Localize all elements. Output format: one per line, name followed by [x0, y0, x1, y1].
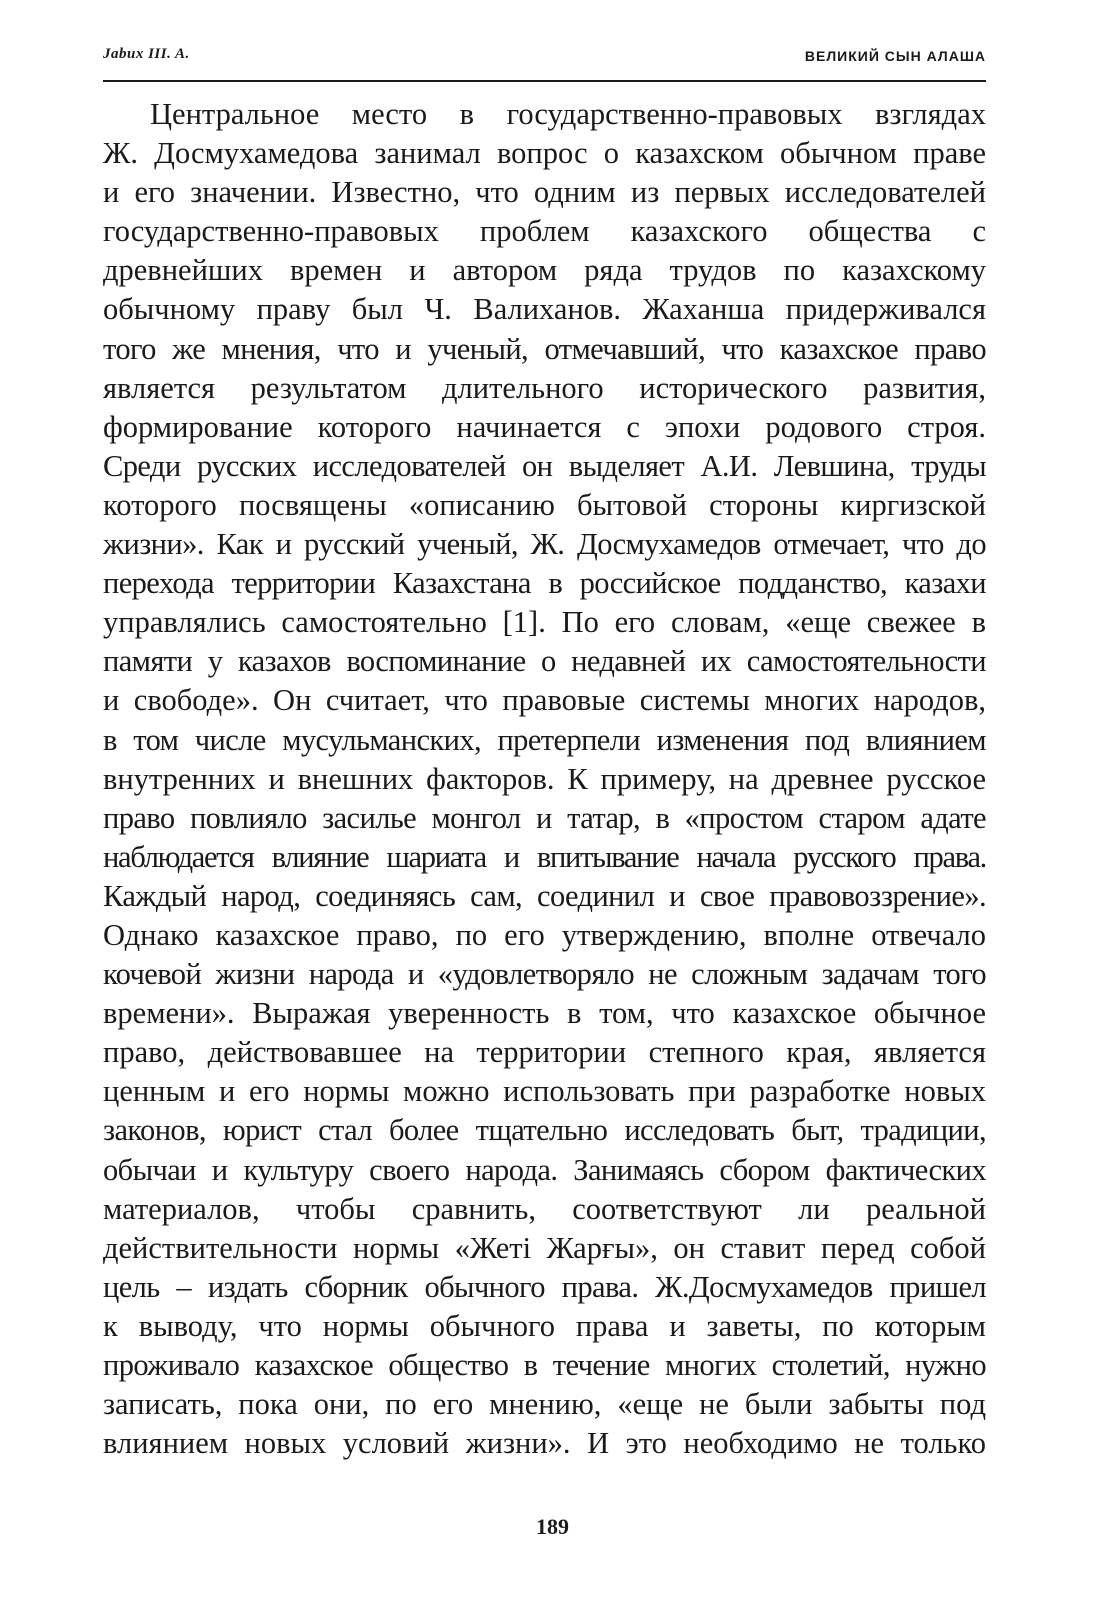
- text-line: древнейших времен и автором ряда трудов по казахскому: [103, 253, 986, 288]
- body-text: [103, 95, 986, 1463]
- text-line: Центральное место в государственно-правовых взглядах: [150, 97, 986, 131]
- text-line: в том числе мусульманских, претерпели изменения под влиянием: [103, 722, 986, 757]
- text-line: право повлияло засилье монгол и татар, в «простом старом адате: [103, 800, 986, 835]
- text-line: Каждый народ, соединяясь сам, соединил и свое правовоззрение».: [103, 878, 986, 913]
- text-line: обычному праву был Ч. Валиханов. Жаханша придерживался: [103, 292, 986, 327]
- text-line: материалов, чтобы сравнить, соответствуют ли реальной: [103, 1191, 986, 1226]
- text-line: государственно-правовых проблем казахского общества с: [103, 214, 986, 249]
- text-line: внутренних и внешних факторов. К примеру, на древнее русское: [103, 761, 986, 796]
- text-line: наблюдается влияние шариата и впитывание начала русского права.: [103, 839, 986, 874]
- text-line: времени». Выражая уверенность в том, что казахское обычное: [103, 996, 986, 1031]
- text-line: влиянием новых условий жизни». И это необходимо не только: [103, 1426, 986, 1461]
- text-line: к выводу, что нормы обычного права и заветы, по которым: [103, 1308, 986, 1343]
- text-line: проживало казахское общество в течение многих столетий, нужно: [103, 1348, 986, 1382]
- text-line: и его значении. Известно, что одним из первых исследователей: [103, 175, 986, 210]
- header-book-title: ВЕЛИКИЙ СЫН АЛАША: [804, 48, 986, 64]
- text-line: памяти у казахов воспоминание о недавней их самостоятельности: [103, 644, 986, 679]
- text-line: формирование которого начинается с эпохи родового строя.: [103, 409, 986, 444]
- text-line: которого посвящены «описанию бытовой стороны киргизской: [103, 487, 986, 522]
- text-line: действительности нормы «Жетi Жарғы», он ставит перед собой: [103, 1230, 986, 1265]
- text-line: обычаи и культуру своего народа. Занимаясь сбором фактических: [103, 1152, 986, 1187]
- text-line: того же мнения, что и ученый, отмечавший, что казахское право: [103, 331, 986, 366]
- text-line: кочевой жизни народа и «удовлетворяло не сложным задачам того: [103, 957, 986, 992]
- text-line: записать, пока они, по его мнению, «еще не были забыты под: [103, 1387, 986, 1422]
- text-line: цель – издать сборник обычного права. Ж.Досмухамедов пришел: [103, 1269, 986, 1304]
- text-line: управлялись самостоятельно [1]. По его словам, «еще свежее в: [103, 605, 986, 640]
- text-line: Однако казахское право, по его утверждению, вполне отвечало: [103, 917, 986, 952]
- text-line: Среди русских исследователей он выделяет А.И. Левшина, труды: [103, 448, 986, 483]
- running-header: [103, 46, 986, 72]
- text-line: перехода территории Казахстана в российское подданство, казахи: [103, 566, 986, 601]
- header-author: Jabux III. A.: [103, 46, 190, 62]
- page-number: 189: [536, 1514, 569, 1539]
- text-line: ценным и его нормы можно использовать при разработке новых: [103, 1074, 986, 1109]
- text-line: законов, юрист стал более тщательно исследовать быт, традиции,: [103, 1113, 986, 1148]
- text-line: право, действовавшее на территории степного края, является: [103, 1035, 986, 1070]
- text-line: является результатом длительного исторического развития,: [103, 370, 986, 405]
- text-line: жизни». Как и русский ученый, Ж. Досмухамедов отмечает, что до: [103, 527, 986, 562]
- text-line: и свободе». Он считает, что правовые системы многих народов,: [103, 683, 986, 718]
- header-rule: [103, 80, 986, 82]
- text-line: Ж. Досмухамедова занимал вопрос о казахском обычном праве: [103, 136, 986, 171]
